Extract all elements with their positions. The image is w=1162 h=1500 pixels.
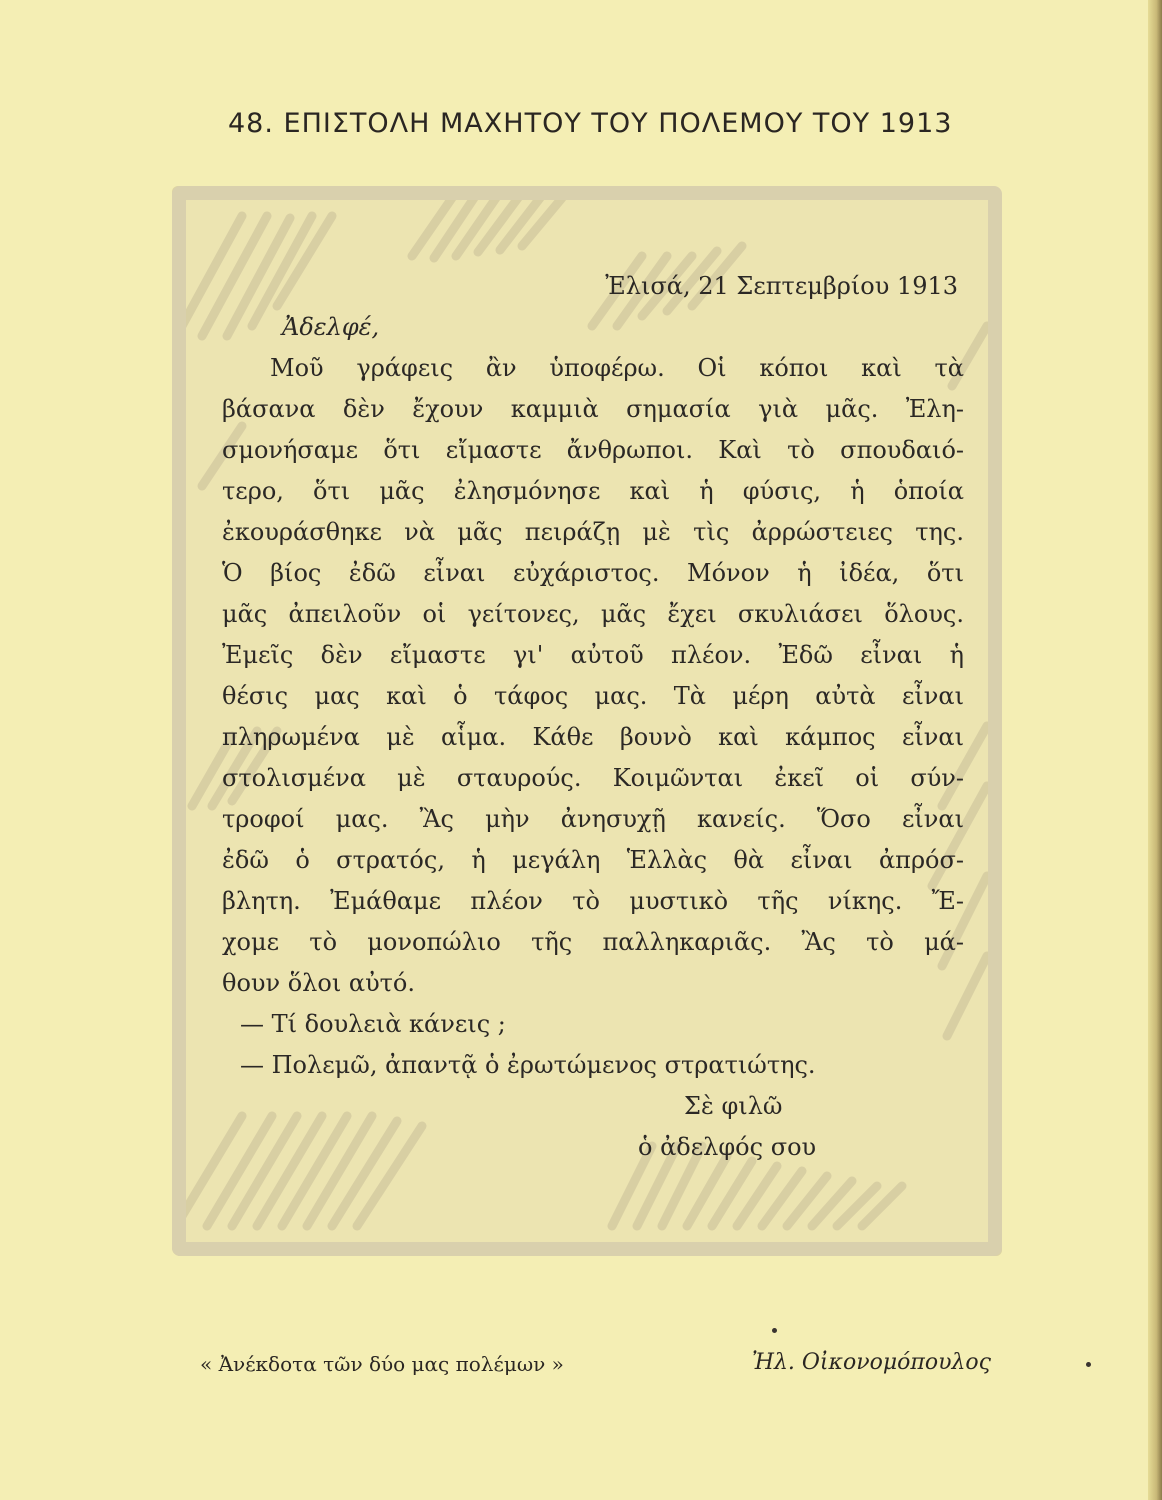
body-line: θέσις μας καὶ ὁ τάφος μας. Τὰ μέρη αὐτὰ εἶναι: [222, 682, 964, 710]
body-line: βλητη. Ἐμάθαμε πλέον τὸ μυστικὸ τῆς νίκης. Ἔ-: [222, 887, 964, 915]
body-line: μᾶς ἀπειλοῦν οἱ γείτονες, μᾶς ἔχει σκυλιάσει ὅλους.: [222, 600, 964, 628]
body-line: χομε τὸ μονοπώλιο τῆς παλληκαριᾶς. Ἂς τὸ μά-: [222, 928, 964, 956]
body-line: Ἐμεῖς δὲν εἴμαστε γι' αὐτοῦ πλέον. Ἐδῶ εἶναι ἡ: [222, 641, 964, 669]
letter-text: [222, 266, 964, 1168]
body-line: τερο, ὅτι μᾶς ἐλησμόνησε καὶ ἡ φύσις, ἡ ὁποία: [222, 477, 964, 505]
letter-signature: ὁ ἀδελφός σου: [638, 1133, 817, 1161]
dialogue-line: — Πολεμῶ, ἀπαντᾷ ὁ ἐρωτώμενος στρατιώτης.: [240, 1051, 816, 1079]
body-line: πληρωμένα μὲ αἷμα. Κάθε βουνὸ καὶ κάμπος εἶναι: [222, 723, 964, 751]
page-edge: [1148, 0, 1162, 1500]
letter-salutation: Ἀδελφέ,: [282, 313, 380, 341]
body-line: τροφοί μας. Ἂς μὴν ἀνησυχῇ κανείς. Ὅσο εἶναι: [222, 805, 964, 833]
body-line: ἐδῶ ὁ στρατός, ἡ μεγάλη Ἑλλὰς θὰ εἶναι ἀπρόσ-: [222, 846, 964, 874]
body-line: Μοῦ γράφεις ἂν ὑποφέρω. Οἱ κόποι καὶ τὰ: [270, 354, 964, 382]
letter-closing: Σὲ φιλῶ: [684, 1092, 783, 1120]
body-line: ἐκουράσθηκε νὰ μᾶς πειράζῃ μὲ τὶς ἀρρώστειες της.: [222, 518, 964, 546]
body-line: σμονήσαμε ὅτι εἴμαστε ἄνθρωποι. Καὶ τὸ σπουδαιό-: [222, 436, 964, 464]
author-name: Ἠλ. Οἰκονομόπουλος: [752, 1350, 991, 1375]
dialogue-line: — Τί δουλειὰ κάνεις ;: [240, 1010, 506, 1038]
page-title: 48. ΕΠΙΣΤΟΛΗ ΜΑΧΗΤΟΥ ΤΟΥ ΠΟΛΕΜΟΥ ΤΟΥ 1913: [228, 108, 953, 139]
body-line: στολισμένα μὲ σταυρούς. Κοιμῶνται ἐκεῖ οἱ σύν-: [222, 764, 964, 792]
ink-speck: [1086, 1362, 1091, 1367]
body-line: θουν ὅλοι αὐτό.: [222, 969, 416, 997]
letter-dateline: Ἐλισά, 21 Σεπτεμβρίου 1913: [605, 272, 958, 300]
body-line: βάσανα δὲν ἔχουν καμμιὰ σημασία γιὰ μᾶς. Ἐλη-: [222, 395, 964, 423]
body-line: Ὁ βίος ἐδῶ εἶναι εὐχάριστος. Μόνον ἡ ἰδέα, ὅτι: [222, 559, 964, 587]
source-citation: « Ἀνέκδοτα τῶν δύο μας πολέμων »: [200, 1352, 564, 1376]
ink-speck: [772, 1328, 777, 1333]
